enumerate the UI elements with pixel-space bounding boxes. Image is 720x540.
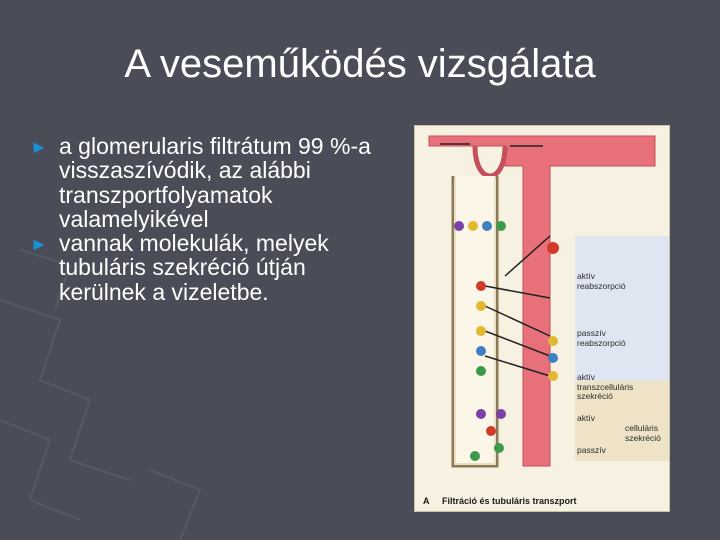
bullet-item xyxy=(30,231,390,304)
figure-caption xyxy=(423,496,577,506)
caption-letter: A xyxy=(423,496,430,506)
molecule-x xyxy=(454,221,464,231)
tubule xyxy=(453,176,497,466)
triangle-right-icon: ► xyxy=(30,137,48,157)
label-active-transcellular: aktív transzcelluláris szekréció xyxy=(577,372,634,401)
label-passive: passzív xyxy=(577,445,606,455)
molecule-y xyxy=(468,221,478,231)
bullet-item xyxy=(30,134,390,231)
nephron-diagram xyxy=(415,126,669,511)
bullet-text: vannak molekulák, melyek tubuláris szekréció útján kerülnek a vizeletbe. xyxy=(59,230,329,305)
molecule-w xyxy=(496,221,506,231)
molecule-secreted xyxy=(547,242,559,254)
glomerulus xyxy=(475,146,505,176)
triangle-right-icon: ► xyxy=(30,234,48,255)
bullet-text: a glomerularis filtrátum 99 %-a visszaszívódik, az alábbi transzportfolyamatok valamelyikével xyxy=(59,133,371,232)
label-cellular-secretion: celluláris szekréció xyxy=(625,423,661,443)
caption-text: Filtráció és tubuláris transzport xyxy=(442,496,577,506)
reabsorption-zone xyxy=(575,236,669,381)
label-active-reabsorption: aktív reabszorpció xyxy=(577,271,626,291)
molecule-z xyxy=(482,221,492,231)
slide-title: A veseműködés vizsgálata xyxy=(124,42,596,86)
bullet-list xyxy=(30,134,390,304)
label-passive-reabsorption: passzív reabszorpció xyxy=(577,328,626,348)
nephron-transport-figure xyxy=(414,125,670,512)
label-active: aktív xyxy=(577,413,595,423)
